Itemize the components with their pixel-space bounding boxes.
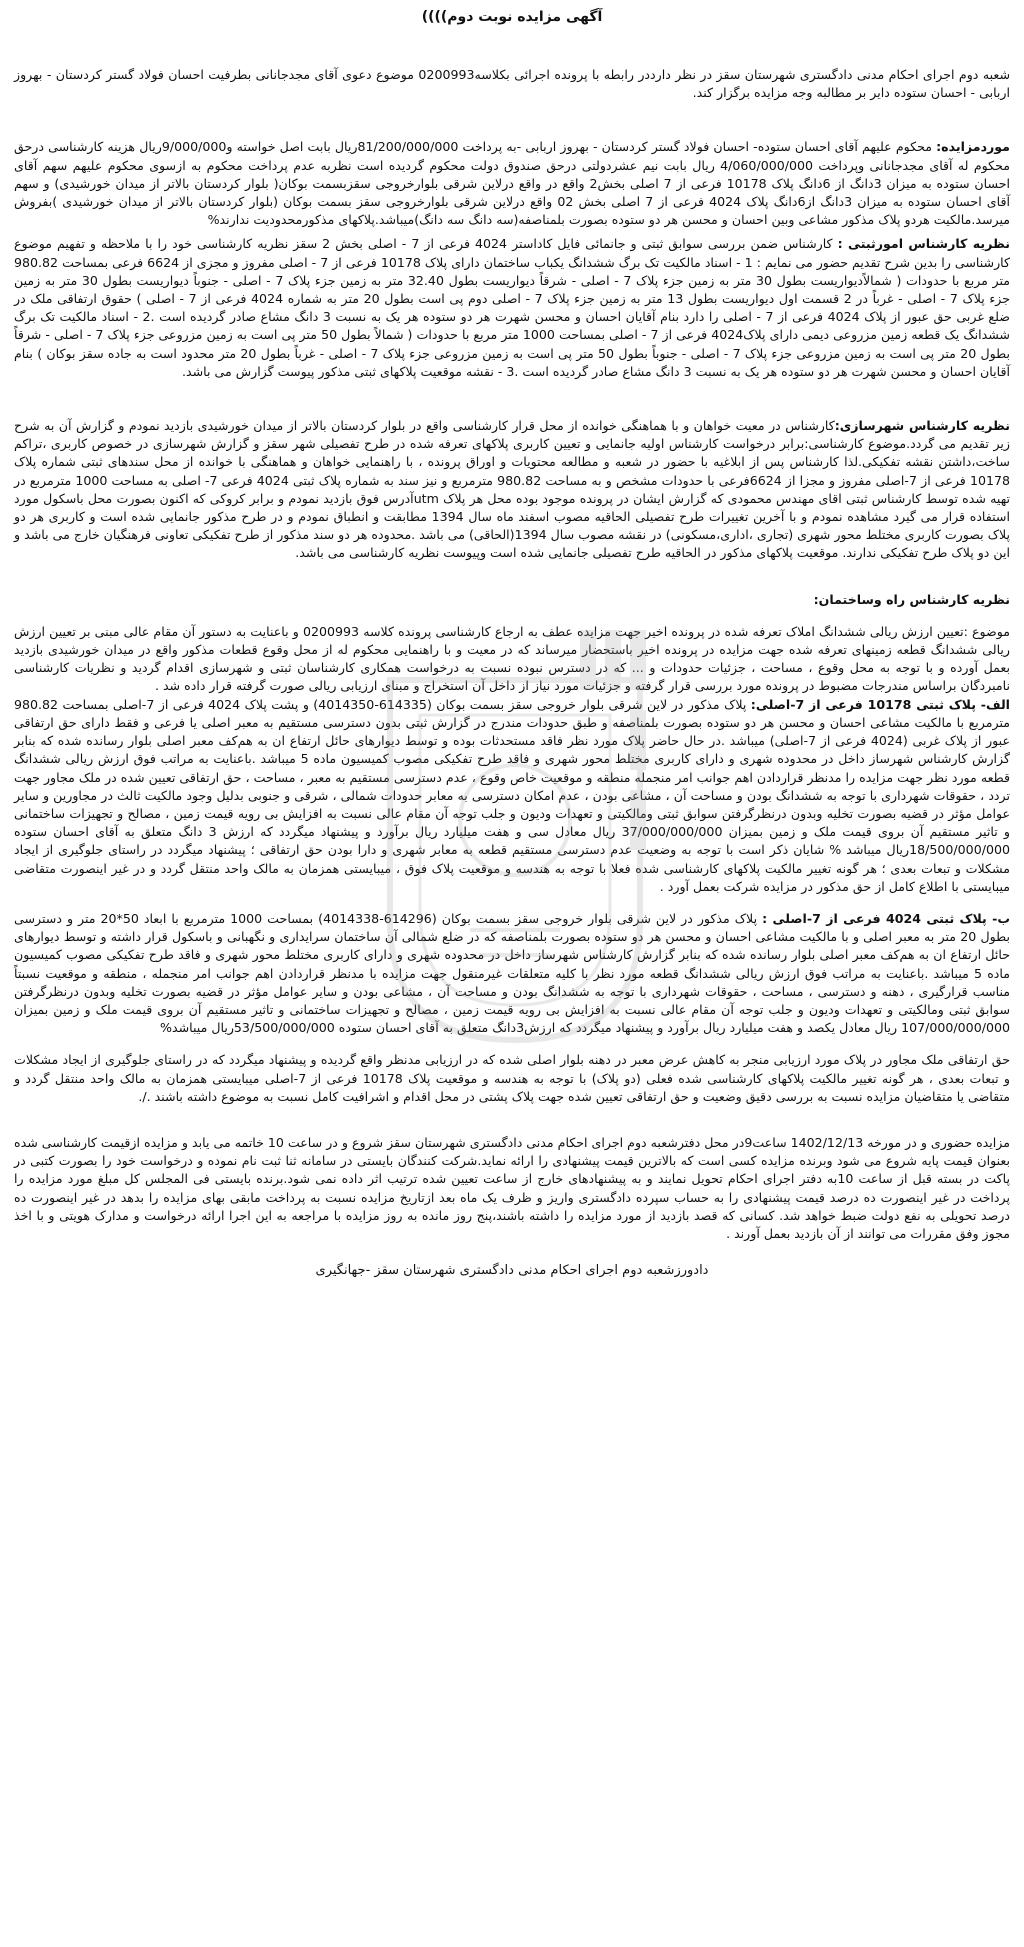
spacer [14,609,1010,623]
urban-expert-paragraph [14,417,1010,563]
plot-b-paragraph [14,910,1010,1037]
auction-subject-text: محکوم علیهم آقای احسان ستوده- احسان فولاد گستر کردستان - بهروز اربابی -به پرداخت 81/200/000/000ریال بابت اصل خواسته و9/000/000ریال هزینه کارشناسی درحق محکوم له آقای مجدجانانی وپرداخت 4/060/000/000 ریال بابت نیم عشردولتی درحق صندوق دولت محکوم گردیده است نظربه عدم پرداخت محکوم به ازسوی محکوم علیهم سهم آقای احسان ستوده به میزان 3دانگ از 6دانگ پلاک 10178 فرعی از 7 اصلی بخش2 واقع در واقع درلاین شرقی بلوارخروجی سقزبسمت بوکان( بلوار کردستان بالاتر از میدان خورشیدی) و سهم آقای احسان ستوده به میزان 3دانگ از6دانگ پلاک 4024 فرعی از 7 اصلی بخش 02 واقع درلاین شرقی بلوارخروجی سقز بسمت بوکان (بلوار کردستان بالاتر از میدان خورشیدی )بفروش میرسد.مالکیت هردو پلاک مذکور مشاعی وبین احسان و محسن هر دو ستوده بصورت بلمناصفه(سه دانگ سه دانگ)میباشد.پلاکهای مذکورمحدودیت ندارند% [14,139,1011,228]
plot-b-label: ب- پلاک ثبتی 4024 فرعی از 7-اصلی : [762,910,1010,926]
registry-expert-label: نظریه کارشناس امورثبتی : [837,236,1010,252]
roads-subject-paragraph: موضوع :تعیین ارزش ریالی ششدانگ املاک تعرفه شده در پرونده اخیر جهت مزایده عطف به ارجاع کارشناسی پرونده کلاسه 0200993 و باعنایت به دستور آن مقام عالی مبنی بر تعیین ارزش ریالی ششدانگ قطعه زمینهای تعرفه شده جهت مزایده در پرونده اخیر باستحضار میرساند که در معیت و با راهنمایی محکوم له از محل وقوع قطعات مذکور واقع در میدان خورشیدی بازدید بعمل آورده و با توجه به محل وقوع ، مساحت ، جزئیات حدودات و ... که در دسترس نبوده نسبت به درخواست همکاری کارشناسان ثبتی و شهرسازی اقدام گردید و نظریات کارشناسی نامبردگان براساس مندرجات مضبوط در پرونده مورد بررسی قرار گرفته و جزئیات مورد نیاز از داخل آن استخراج و مبنای ارزیابی ریالی صورت گرفته قرار داده شد . [14,623,1010,694]
intro-paragraph: شعبه دوم اجرای احکام مدنی دادگستری شهرستان سقز در نظر دارددر رابطه با پرونده اجرائی بکلاسه0200993 موضوع دعوی آقای مجدجانانی بطرفیت احسان فولاد گستر کردستان - بهروز اربابی - احسان ستوده دایر بر مطالبه وجه مزایده برگزار کند. [14,67,1010,101]
registry-expert-paragraph [14,235,1010,381]
plot-b-text: پلاک مذکور در لاین شرقی بلوار خروجی سقز بسمت بوکان (614296-4014338) بمساحت 1000 مترمربع با ابعاد 50*20 متر و دسترسی بطول 20 متر به معبر اصلی و با مالکیت مشاعی احسان و محسن هر دو ستوده بصورت بلمناصفه که در ضلع شمالی آن ساختمان سرایداری و نگهبانی و باسکول قرار داشته و توسط دیوارهای حائل ارتفاع ان به هم‌کف معبر اصلی بلوار رسانده شده که بنابر گزارش کارشناس شهرساز داخل در محدوده شهری و دارای کاربری مختلط محور شهری و فاقد طرح تفکیکی مصوب کمیسیون ماده 5 میباشد .باعنایت به مراتب فوق ارزش ریالی ششدانگ قطعه مورد نظر با کلیه متعلقات غیرمنقول جهت مزایده با مدنظر قراردادن اهم جوانب امر منجمله ، منطقه و موقعیت نسبتاً مناسب قرارگیری ، دهنه و دسترسی ، مساحت ، حقوقات شهرداری با توجه به ششدانگ بودن و مساحت آن ، مشاعی بودن و سایر عوامل مؤثر در قضیه بصورت تخلیه وبدون درنظرگرفتن سوابق ثبتی ومالکیتی و تعهدات ودیون و جلب توجه آن مقام عالی نسبت به افزایش بی رویه قیمت زمین ، مصالح و تجهیزات ساختمانی و تاثیر مستقیم آن بروی قیمت ملک و زمین بمیزان 107/000/000/000 ریال معادل یکصد و هفت میلیارد ریال برآورد و پیشنهاد میگردد که ارزش3دانگ متعلق به آقای احسان ستوده 53/500/000/000ریال میباشد% [14,910,1010,1036]
spacer [14,381,1010,417]
urban-expert-label: نظریه کارشناس شهرسازی: [834,418,1010,434]
plot-a-paragraph [14,696,1010,896]
urban-expert-text: کارشناس در معیت خواهان و با هماهنگی خوانده از محل قرار کارشناسی واقع در بلوار کردستان بالاتر از میدان خورشیدی بازدید نمودم و گزارش آن به شرح زیر تقدیم می گردد.موضوع کارشناسی:برابر درخواست کارشناس اولیه جانمایی و تعیین کاربری پلاکهای تعرفه شده در طرح تفصیلی شهر سقز و گزارش شهرسازی در خصوص کاربری ،تراکم ساخت،داشتن نقشه تفکیکی.لذا کارشناس پس از ابلاغیه با حضور در شعبه و مطالعه محتویات و اوراق پرونده ، با راهنمایی خواهان و هماهنگی با خوانده از محل سندهای ثبتی شماره پلاک 10178 فرعی از 7-اصلی مفروز و مجزا از 6624فرعی با حدودات مشخص و به مساحت 980.82 مترمربع و نیز سند به شماره پلاک ثبتی 4024 فرعی 7- اصلی به مساحت 1000 مترمربع در تهیه شده توسط کارشناس ثبتی اقای مهندس محمودی که گزارش ایشان در پرونده موجود بوده محل هر پلاک utmآدرس فوق بازدید نمودم و برابر کروکی که اکنون بصورت محل باسکول مورد استفاده قرار می گیرد مشاهده نمودم و با آخرین تغییرات طرح تفصیلی الحاقیه مصوب اسفند ماه سال 1394 مطابقت و انطباق نمودم و در طرح مذکور جانمایی شده است و کاربری هر دو پلاک بصورت کاربری مختلط محور شهری (تجاری ،اداری،مسکونی) در نقشه مصوب سال 1394(الحاقی) می باشد .محدوده هر دو سند مذکور از طرح تفکیکی تعاونی فرهنگیان خارج می باشد و این دو پلاک طرح تفکیکی ندارند. موقعیت پلاکهای مذکور در الحاقیه طرح تفصیلی جانمایی شده است وپیوست نظریه کارشناسی می باشد. [14,418,1011,561]
easement-note-paragraph: حق ارتفاقی ملک مجاور در پلاک مورد ارزیابی منجر به کاهش عرض معبر در دهنه بلوار اصلی شده که در ارزیابی مدنظر واقع گردیده و پیشنهاد میگردد که در راستای جلوگیری از ایجاد مشکلات و تبعات بعدی ، هر گونه تغییر مالکیت پلاکهای کارشناسی شده فعلی (دو پلاک) با توجه به هندسه و موقعیت پلاک 10178 فرعی از 7-اصلی میبایستی همزمان به مالک واحد منتقل گردد و متقاضی یا متقاضیان مزایده نسبت به بررسی دقیق وضعیت و حق ارتفاقی تعیین شده جهت پلاک پشتی در محل اقدام و اشرافیت کامل نسبت به موضوع داشته باشند ./. [14,1052,1011,1104]
spacer [14,563,1010,591]
spacer [14,1106,1010,1134]
roads-expert-heading [14,591,1010,609]
registry-expert-text: کارشناس ضمن بررسی سوابق ثبتی و جانمائی فایل کاداستر 4024 فرعی از 7 - اصلی بخش 2 سقز نظریه کارشناسی خود را با ملاحظه و تفهیم موضوع کارشناسی را بدین شرح تقدیم حضور می نمایم : 1 - اسناد مالکیت تک برگ ششدانگ یکباب ساختمان دارای پلاک 10178 فرعی از 7 - اصلی مفروز و مجزی از 6624 فرعی بمساحت 980.82 متر مربع با حدودات ( شمالاًدیواریست بطول 30 متر به زمین جزء پلاک 7 - اصلی - شرقاً دیواریست بطول 32.40 متر به زمین جزء پلاک 7 - اصلی - جنوباً دیواریست بطول 30 متر به زمین جزء پلاک 7 - اصلی - غرباً در 2 قسمت اول دیواریست بطول 13 متر به زمین جزء پلاک 7 - اصلی دوم پی است بطول 20 متر به شماره 4024 فرعی از 7 - اصلی ) حقوق ارتفاقی ملک در ضلع غربی حق عبور از پلاک 4024 فرعی از 7 - اصلی را دارد بنام آقایان احسان و محسن شهرت هر دو ستوده هر یک به نسبت 3 دانگ مشاع صادر گردیده است .2 - اسناد مالکیت تک برگ ششدانگ یک قطعه زمین مزروعی دیمی دارای پلاک4024 فرعی از 7 - اصلی بمساحت 1000 متر مربع با حدودات ( شمالاً بطول 50 متر پی است به زمین مزروعی جزء پلاک 7 - اصلی - شرقاً بطول 20 متر پی است به زمین مزروعی جزء پلاک 7 - اصلی - جنوباً بطول 50 متر پی است به زمین مزروعی جزء پلاک 7 - اصلی - غرباً بطول 20 متر محدود است به جاده سقز بوکان ) بنام آقایان احسان و محسن شهرت هر دو ستوده هر یک به نسبت 3 دانگ مشاع صادر گردیده است .3 - نقشه موقعیت پلاکهای ثبتی مذکور پیوست گزارش می باشد. [14,236,1011,379]
spacer [14,1037,1010,1051]
auction-terms-paragraph: مزایده حضوری و در مورخه 1402/12/13 ساعت9در محل دفترشعبه دوم اجرای احکام مدنی دادگستری شهرستان سقز شروع و در ساعت 10 خاتمه می یابد و مزایده ازقیمت کارشناسی شده بعنوان قیمت پایه شروع می شود وبرنده مزایده کسی است که بالاترین قیمت پیشنهادی را ارائه نماید.شرکت کنندگان بایستی در سامانه ثنا ثبت نام نموده و درخواست خود را بصورت کتبی در پاکت در بسته قبل از ساعت 10به دفتر اجرای احکام تحویل نمایند و به پیشنهادهای خارج از ساعت تعیین شده ترتیب اثر داده نمی شود.برنده بایستی فی المجلس کل مبلغ مورد مزایده را پرداخت در غیر اینصورت ده درصد قیمت پیشنهادی را به حساب سپرده دادگستری واریز و ظرف یک ماه بعد ازتاریخ مزایده نسبت به پرداخت مابقی بهای مزایده را بدهد در غیر اینصورت ده درصد تحویلی به نفع دولت ضبط خواهد شد. کسانی که قصد بازدید از مورد مزایده را داشته باشند،پنج روز مانده به روز مزایده با مراجعه به این اجرا ارائه درخواست و مدارک هویتی و با اخذ مجوز وفق مقررات می توانند از آن بازدید بعمل آورند . [14,1134,1010,1241]
auction-subject-paragraph [14,138,1010,229]
roads-expert-heading-text: نظریه کارشناس راه وساختمان: [813,591,1010,607]
auction-subject-label: موردمزایده: [936,139,1010,155]
spacer [14,896,1010,910]
spacer [14,102,1010,138]
notice-title: آگهی مزایده نوبت دوم)))) [421,9,603,25]
plot-a-label: الف- پلاک ثبتی 10178 فرعی از 7-اصلی: [750,696,1010,712]
signature-line: دادورزشعبه دوم اجرای احکام مدنی دادگستری شهرستان سقز -جهانگیری [315,1263,709,1279]
plot-a-text: پلاک مذکور در لاین شرقی بلوار خروجی سقز بسمت بوکان (614335-4014350) و پشت پلاک 4024 فرعی از 7-اصلی بمساحت 980.82 مترمربع با مالکیت مشاعی احسان و محسن هر دو ستوده بصورت بلمناصفه و طبق حدودات مندرج در گزارش ثبتی بدون دسترسی مستقیم به معبر اصلی یا فرعی و فقط دارای حق ارتفاقی عبور از پلاک غربی (4024 فرعی از 7-اصلی) میباشد .در حال حاضر پلاک مورد نظر فاقد مستحدثات بوده و توسط دیوارهای حائل ارتفاع ان به هم‌کف معبر اصلی بلوار رسانده شده که بنابر گزارش کارشناس شهرساز داخل در محدوده شهری و دارای کاربری مختلط محور شهری و فاقد طرح تفکیکی مصوب کمیسیون ماده 5 میباشد .باعنایت به مراتب فوق ارزش ریالی ششدانگ قطعه مورد نظر جهت مزایده را مدنظر قراردادن اهم جوانب امر منجمله منطقه و موقعیت خاص وقوع ، عدم دسترسی مستقیم به معبر ، مساحت ، حق ارتفاقی تعیین شده در ملک مجاور جهت تردد ، حقوقات شهرداری با توجه به ششدانگ بودن و مساحت آن ، مشاعی بودن ، عدم امکان دسترسی به معابر حدودات شمالی ، شرقی و جنوبی بدلیل وجود مالکیت ثالث در مجاورین و سایر عوامل مؤثر در قضیه بصورت تخلیه وبدون درنظرگرفتن سوابق ثبتی ومالکیتی و تعهدات ودیون و جلب توجه آن مقام عالی نسبت به افزایش بی رویه قیمت زمین ، مصالح و تجهیزات ساختمانی و تاثیر مستقیم آن بروی قیمت ملک و زمین بمیزان 37/000/000/000 ریال معادل سی و هفت میلیارد ریال برآورد و پیشنهاد میگردد که ارزش 3 دانگ متعلق به آقای احسان ستوده 18/500/000/000ریال میباشد % شایان ذکر است با توجه به وضعیت عدم دسترسی مستقیم قطعه به معابر شهری و دارا بودن حق ارتفاقی ؛ پیشنهاد میگردد در راستای جلوگیری از ایجاد مشکلات و تبعات بعدی ؛ هر گونه تغییر مالکیت پلاکهای کارشناسی شده فعلا با توجه به هندسه و موقعیت پلاک فوق ، میبایستی همزمان به مالک واحد منتقل گردد و در غیر اینصورت متقاضی میبایستی با اطلاع کامل از حق مذکور در مزایده شرکت بعمل آورد . [14,696,1010,894]
